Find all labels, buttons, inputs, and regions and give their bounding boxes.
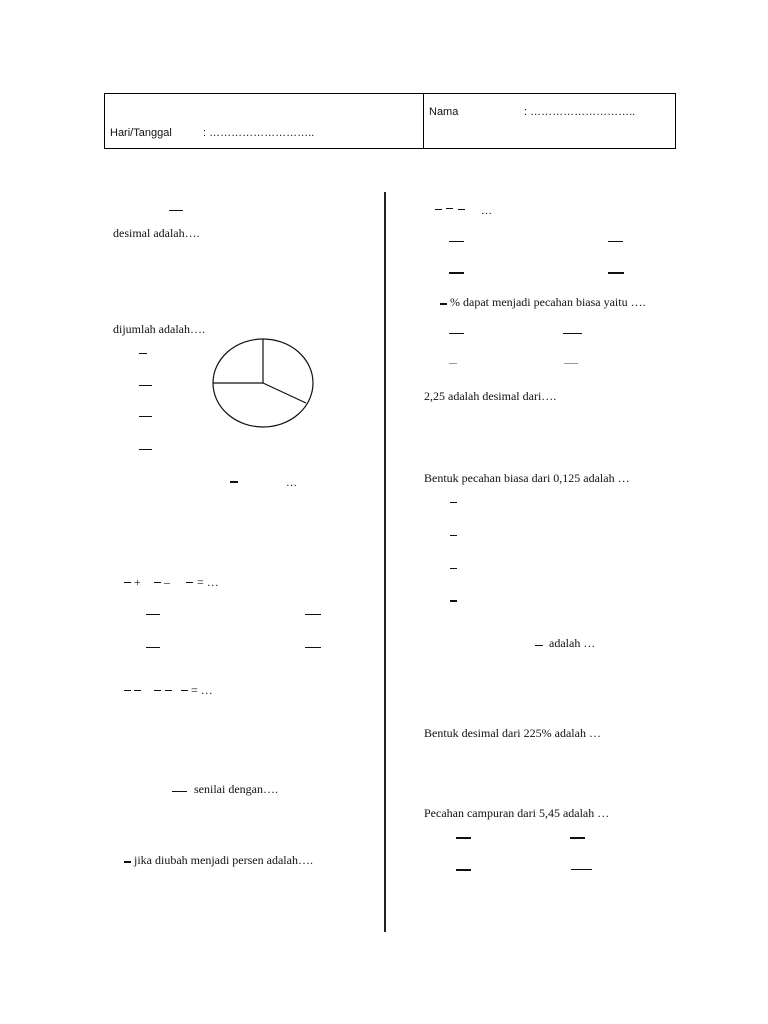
option-fraction-bar xyxy=(608,272,624,274)
question-545-text: Pecahan campuran dari 5,45 adalah … xyxy=(424,806,610,820)
date-label: Hari/Tanggal xyxy=(110,127,172,139)
column-divider xyxy=(384,192,386,932)
fraction-bar xyxy=(154,690,161,691)
fraction-bar xyxy=(172,791,187,792)
question-0125-text: Bentuk pecahan biasa dari 0,125 adalah … xyxy=(424,471,630,485)
option-fraction-bar xyxy=(139,449,152,450)
fraction-bar xyxy=(186,582,193,583)
name-field: : ……………………….. xyxy=(524,106,636,118)
option-fraction-bar xyxy=(449,272,464,274)
fraction-bar xyxy=(181,690,188,691)
fraction-bar xyxy=(230,481,238,483)
option-fraction-bar xyxy=(139,416,152,417)
option-fraction-bar xyxy=(450,600,457,602)
name-label: Nama xyxy=(429,106,459,118)
option-fraction-bar xyxy=(570,837,585,839)
fraction-bar xyxy=(154,582,161,583)
option-fraction-bar xyxy=(571,869,592,870)
fraction-bar xyxy=(535,645,543,646)
option-fraction-bar xyxy=(305,647,321,648)
option-fraction-bar xyxy=(305,614,321,615)
option-fraction-bar xyxy=(450,568,457,569)
header-divider xyxy=(423,94,424,148)
plus-sign: + xyxy=(134,575,141,589)
question-decimal-text: desimal adalah…. xyxy=(113,226,200,240)
fraction-bar xyxy=(165,690,172,691)
fraction-bar xyxy=(124,861,131,863)
fraction-bar xyxy=(124,690,131,691)
pie-radius-lower-right xyxy=(263,383,306,403)
identity-header-box xyxy=(104,93,676,149)
question-equivalent-text: senilai dengan…. xyxy=(194,782,278,796)
question-percent-text: jika diubah menjadi persen adalah…. xyxy=(134,853,313,867)
option-fraction-bar xyxy=(146,647,160,648)
option-fraction-bar xyxy=(450,535,457,536)
option-fraction-bar xyxy=(449,241,464,242)
date-field: : ……………………….. xyxy=(203,127,315,139)
fraction-bar xyxy=(134,690,141,691)
option-fraction-bar xyxy=(139,353,147,354)
ellipsis-text: … xyxy=(286,477,297,489)
fraction-bar xyxy=(440,303,447,305)
fraction-bar xyxy=(124,582,131,583)
option-fraction-bar xyxy=(456,837,471,839)
fraction-bar xyxy=(169,210,183,211)
option-fraction-bar xyxy=(450,502,457,503)
option-fraction-bar xyxy=(146,614,160,615)
option-fraction-bar xyxy=(563,333,582,334)
option-fraction-bar xyxy=(608,241,623,242)
question-225-text: 2,25 adalah desimal dari…. xyxy=(424,389,557,403)
fraction-bar xyxy=(446,208,453,209)
fraction-bar xyxy=(435,209,442,210)
option-fraction-bar xyxy=(456,869,471,871)
pie-diagram xyxy=(210,337,316,429)
question-sum-text: dijumlah adalah…. xyxy=(113,322,205,336)
equals-ellipsis: = … xyxy=(197,575,219,589)
minus-sign: – xyxy=(164,575,170,589)
option-fraction-bar xyxy=(564,363,578,364)
option-fraction-bar xyxy=(139,385,152,386)
option-fraction-bar xyxy=(449,363,457,364)
equals-ellipsis: = … xyxy=(191,683,213,697)
option-fraction-bar xyxy=(449,333,464,334)
question-adalah-text: adalah … xyxy=(549,636,596,650)
question-225pct-text: Bentuk desimal dari 225% adalah … xyxy=(424,726,601,740)
ellipsis-text: … xyxy=(481,205,492,217)
question-percent-fraction-text: % dapat menjadi pecahan biasa yaitu …. xyxy=(450,295,646,309)
fraction-bar xyxy=(458,209,465,210)
